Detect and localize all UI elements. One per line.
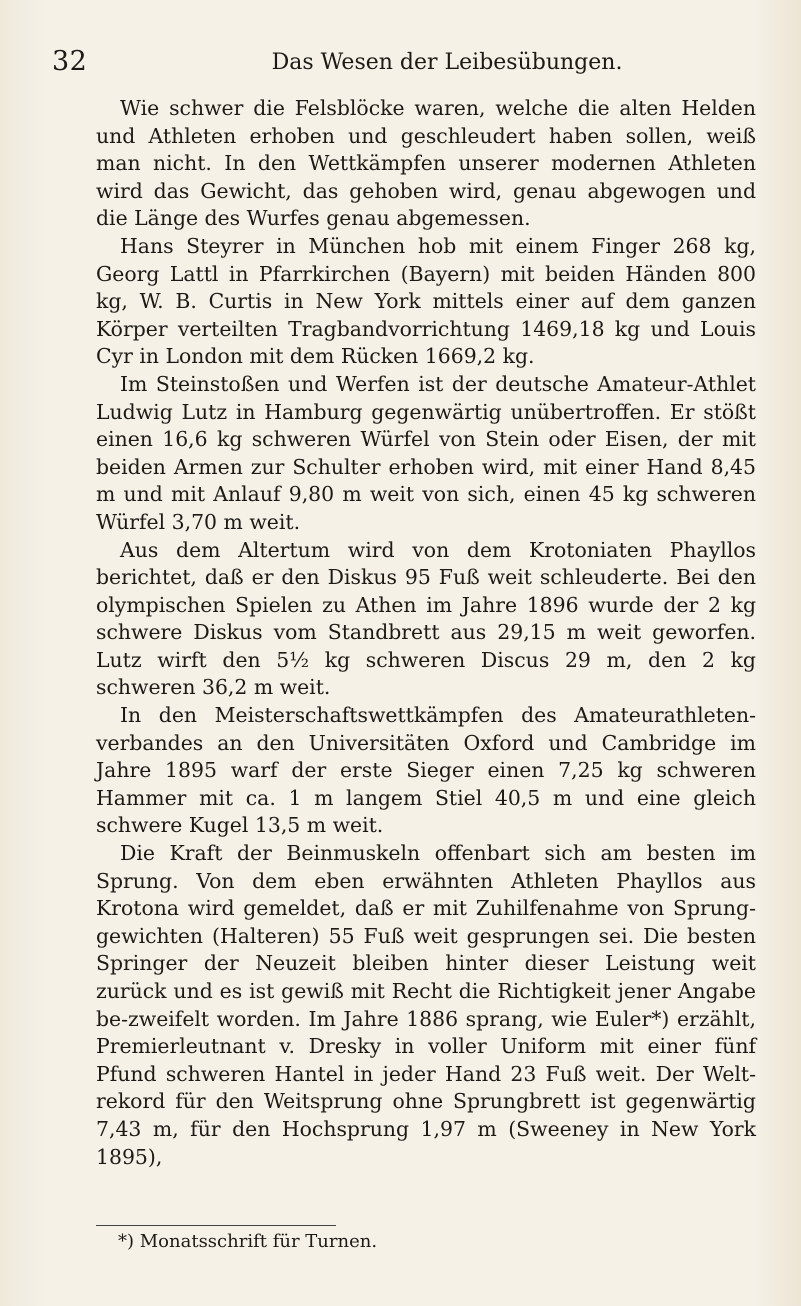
running-head: Das Wesen der Leibesübungen. xyxy=(271,50,623,75)
paragraph: In den Meisterschaftswettkämpfen des Amateurathleten-verbandes an den Universitäten Oxford und Cambridge im Jahre 1895 warf der erste Sieger einen 7,25 kg schweren Hammer mit ca. 1 m langem Stiel 40,5 m und eine gleich schwere Kugel 13,5 m weit. xyxy=(96,703,756,838)
paragraph: Im Steinstoßen und Werfen ist der deutsche Amateur-Athlet Ludwig Lutz in Hamburg gegenwärtig unübertroffen. Er stößt einen 16,6 kg schweren Würfel von Stein oder Eisen, der mit beiden Armen zur Schulter erhoben wird, mit einer Hand 8,45 m und mit Anlauf 9,80 m weit von sich, einen 45 kg schweren Würfel 3,70 m weit. xyxy=(96,371,756,534)
paragraph: Hans Steyrer in München hob mit einem Finger 268 kg, Georg Lattl in Pfarrkirchen (Bayern) mit beiden Händen 800 kg, W. B. Curtis in New York mittels einer auf dem ganzen Körper verteilten Tragbandvorrichtung 1469,18 kg und Louis Cyr in London mit dem Rücken 1669,2 kg. xyxy=(96,233,756,369)
paragraph: Aus dem Altertum wird von dem Krotoniaten Phayllos berichtet, daß er den Diskus 95 Fuß weit schleuderte. Bei den olympischen Spielen zu Athen im Jahre 1896 wurde der 2 kg schwere Diskus vom Standbrett aus 29,15 m weit geworfen. Lutz wirft den 5½ kg schweren Discus 29 m, den 2 kg schweren 36,2 m weit. xyxy=(96,537,756,700)
paragraph: Wie schwer die Felsblöcke waren, welche die alten Helden und Athleten erhoben und geschleudert haben sollen, weiß man nicht. In den Wettkämpfen unserer modernen Athleten wird das Gewicht, das gehoben wird, genau abgewogen und die Länge des Wurfes genau abgemessen. xyxy=(96,96,756,231)
footnote-rule xyxy=(96,1225,336,1226)
page-number: 32 xyxy=(52,46,88,77)
paragraph: Die Kraft der Beinmuskeln offenbart sich am besten im Sprung. Von dem eben erwähnten Athleten Phayllos aus Krotona wird gemeldet, daß er mit Zuhilfenahme von Sprung-gewichten (Halteren) 55 Fuß weit gesprungen sei. Die besten Springer der Neuzeit bleiben hinter dieser Leistung weit zurück und es ist gewiß mit Recht die Richtigkeit jener Angabe be-zweifelt worden. Im Jahre 1886 sprang, wie Euler*) erzählt, Premierleutnant v. Dresky in voller Uniform mit einer fünf Pfund schweren Hantel in jeder Hand 23 Fuß weit. Der Welt-rekord für den Weitsprung ohne Sprungbrett ist gegenwärtig 7,43 m, für den Hochsprung 1,97 m (Sweeney in New York 1895), xyxy=(96,841,756,1169)
page-header xyxy=(52,46,752,86)
body-text xyxy=(96,95,756,1171)
footnote: *) Monatsschrift für Turnen. xyxy=(118,1231,378,1252)
